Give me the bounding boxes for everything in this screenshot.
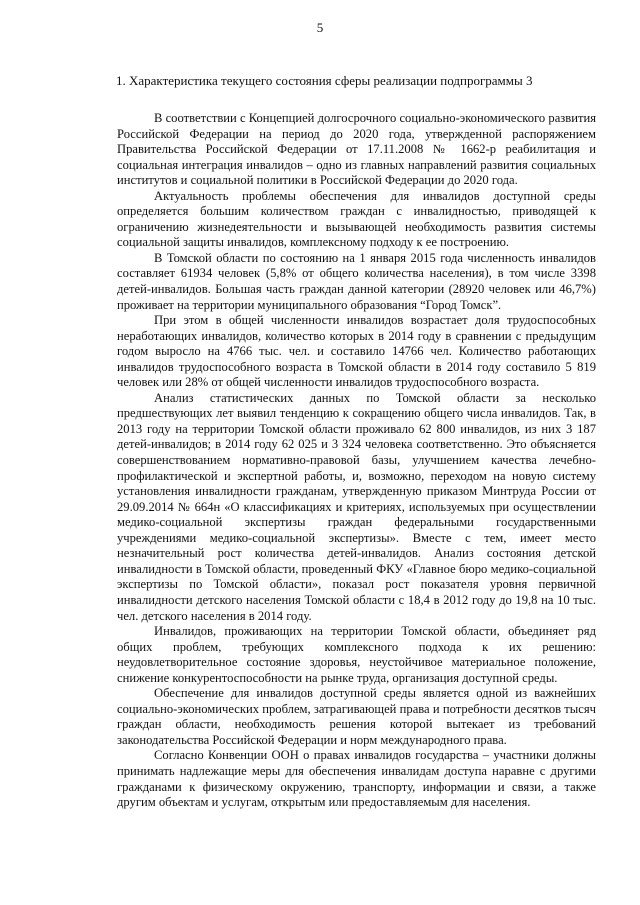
paragraph: При этом в общей численности инвалидов возрастает доля трудоспособных неработающих инвалидов, количество которых в 2014 году в сравнении с предыдущим годом выросло на 4766 тыс. чел. и составило 14766 чел. Количество работающих инвалидов трудоспособного возраста в Томской области в 2014 году составило 5 819 человек или 28% от общей численности инвалидов трудоспособного возраста.	[117, 313, 596, 390]
paragraph: Инвалидов, проживающих на территории Томской области, объединяет ряд общих проблем, требующих комплексного подхода к их решению: неудовлетворительное состояние здоровья, неустойчивое материальное положение, снижение конкурентоспособности на рынке труда, организация доступной среды.	[117, 624, 596, 685]
paragraph: Обеспечение для инвалидов доступной среды является одной из важнейших социально-экономических проблем, затрагивающей права и потребности десятков тысяч граждан области, необходимость решения которой вытекает из требований законодательства Российской Федерации и норм международного права.	[117, 686, 596, 747]
page-number: 5	[316, 20, 324, 35]
paragraph: Актуальность проблемы обеспечения для инвалидов доступной среды определяется большим количеством граждан с инвалидностью, приводящей к ограничению жизнедеятельности и вызывающей необходимость развития системы социальной защиты инвалидов, комплексному подходу к ее построению.	[117, 188, 596, 250]
paragraph: Анализ статистических данных по Томской области за несколько предшествующих лет выявил тенденцию к сокращению общего числа инвалидов. Так, в 2013 году на территории Томской области проживало 62 800 инвалидов, из них 3 187 детей-инвалидов; в 2014 году 62 025 и 3 324 человека соответственно. Это объясняется совершенствованием нормативно-правовой базы, улучшением качества лечебно-профилактической и экспертной работы, и, возможно, переходом на новую систему установления инвалидности гражданам, утвержденную приказом Минтруда России от 29.09.2014 № 664н «О классификациях и критериях, используемых при осуществлении медико-социальной экспертизы граждан федеральными государственными учреждениями медико-социальной экспертизы». Вместе с тем, имеет место незначительный рост количества детей-инвалидов. Анализ состояния детской инвалидности в Томской области, проведенный ФКУ «Главное бюро медико-социальной экспертизы по Томской области», показал рост показателя уровня первичной инвалидности детского населения Томской области с 18,4 в 2012 году до 19,8 на 10 тыс. чел. детского населения в 2014 году.	[117, 390, 596, 623]
section-title: 1. Характеристика текущего состояния сферы реализации подпрограммы 3	[116, 73, 533, 88]
body-text	[117, 111, 596, 811]
paragraph: Согласно Конвенции ООН о правах инвалидов государства – участники должны принимать надлежащие меры для обеспечения инвалидам доступа наравне с другими гражданами к физическому окружению, транспорту, информации и связи, а также другим объектам и услугам, открытым или предоставляемым для населения.	[117, 748, 596, 810]
paragraph: В соответствии с Концепцией долгосрочного социально-экономического развития Российской Федерации на период до 2020 года, утвержденной распоряжением Правительства Российской Федерации от 17.11.2008 № 1662-р реабилитация и социальная интеграция инвалидов – одно из главных направлений развития социальных институтов и социальной политики в Российской Федерации до 2020 года.	[117, 111, 596, 188]
paragraph: В Томской области по состоянию на 1 января 2015 года численность инвалидов составляет 61934 человек (5,8% от общего количества населения), в том числе 3398 детей-инвалидов. Большая часть граждан данной категории (28920 человек или 46,7%) проживает на территории муниципального образования “Город Томск”.	[117, 250, 596, 312]
